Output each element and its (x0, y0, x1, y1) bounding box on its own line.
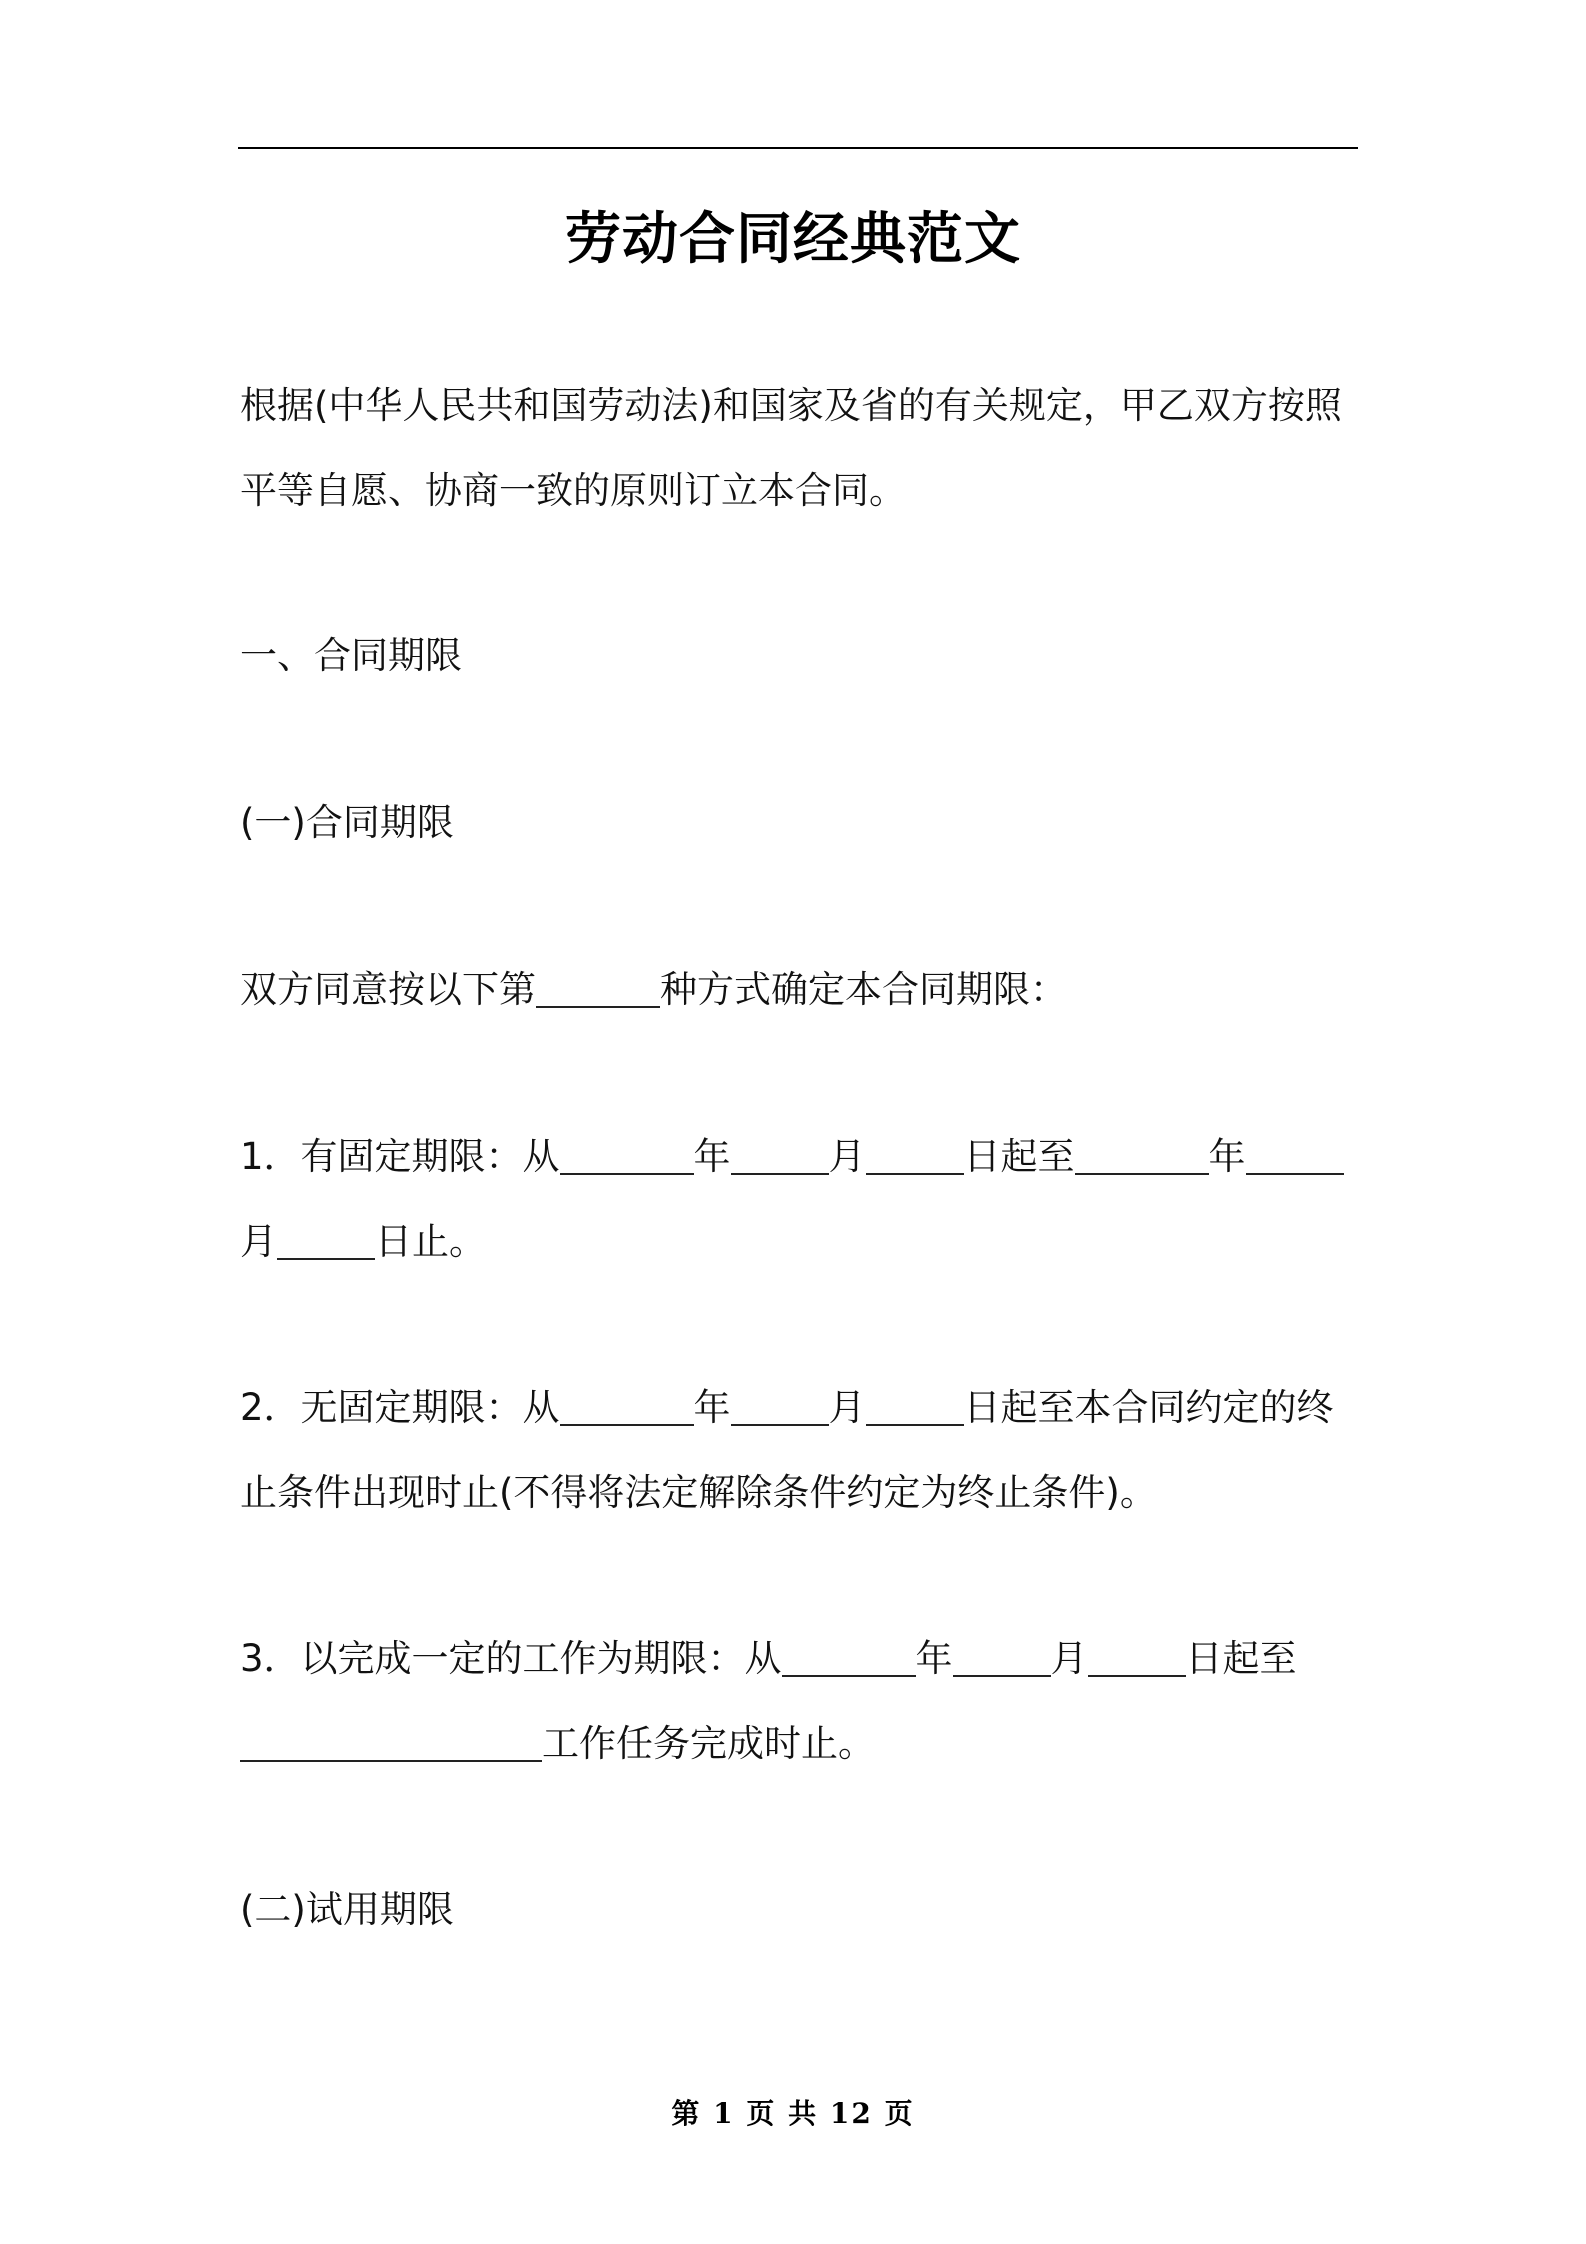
choose-method-line (240, 964, 1067, 1016)
item3-month-text: 月 (1050, 1637, 1088, 1680)
item3-line-2 (240, 1718, 875, 1770)
item1-year-text: 年 (693, 1135, 731, 1178)
choose-post-text: 种方式确定本合同期限： (660, 968, 1067, 1011)
item1-year2-blank (1075, 1133, 1209, 1175)
item3-year-text: 年 (915, 1637, 953, 1680)
item1-month2-blank (1246, 1133, 1344, 1175)
page-number-footer: 第 1 页 共 12 页 (671, 2097, 915, 2130)
item1-year-blank (560, 1133, 694, 1175)
method-number-blank (536, 966, 660, 1008)
item1-day-from-text: 日起至 (963, 1135, 1075, 1178)
item3-month-blank (953, 1635, 1051, 1677)
item3-line2-text: 工作任务完成时止。 (542, 1722, 875, 1765)
item2-month-blank (731, 1384, 829, 1426)
item1-month2-text: 月 (240, 1220, 277, 1263)
choose-pre-text: 双方同意按以下第 (240, 968, 536, 1011)
item3-label: 3．以完成一定的工作为期限：从 (240, 1637, 782, 1680)
section-heading-term: 一、合同期限 (240, 634, 462, 677)
subsection-heading-probation: (二)试用期限 (240, 1888, 454, 1931)
item2-year-blank (560, 1384, 694, 1426)
item1-month-text: 月 (828, 1135, 866, 1178)
document-title: 劳动合同经典范文 (565, 207, 1021, 272)
item2-label: 2．无固定期限：从 (240, 1386, 560, 1429)
item1-year2-text: 年 (1208, 1135, 1246, 1178)
item1-day2-blank (277, 1218, 375, 1260)
item2-rest-text: 日起至本合同约定的终 (963, 1386, 1334, 1429)
item1-line-2 (240, 1216, 486, 1268)
item2-line-2: 止条件出现时止(不得将法定解除条件约定为终止条件)。 (240, 1471, 1157, 1514)
header-rule (238, 147, 1358, 149)
item2-line-1 (240, 1382, 1334, 1434)
intro-line-1: 根据(中华人民共和国劳动法)和国家及省的有关规定，甲乙双方按照 (240, 384, 1342, 427)
item3-day-blank (1088, 1635, 1186, 1677)
item1-line-1 (240, 1131, 1344, 1183)
item2-day-blank (866, 1384, 964, 1426)
item3-year-blank (782, 1635, 916, 1677)
item3-task-blank (240, 1720, 542, 1762)
subsection-heading-term: (一)合同期限 (240, 801, 454, 844)
item1-day-blank (866, 1133, 964, 1175)
item3-rest-text: 日起至 (1185, 1637, 1297, 1680)
item1-month-blank (731, 1133, 829, 1175)
item1-label: 1．有固定期限：从 (240, 1135, 560, 1178)
item1-end-text: 日止。 (375, 1220, 486, 1263)
intro-line-2: 平等自愿、协商一致的原则订立本合同。 (240, 469, 906, 512)
item2-month-text: 月 (828, 1386, 866, 1429)
item2-year-text: 年 (693, 1386, 731, 1429)
item3-line-1 (240, 1633, 1297, 1685)
